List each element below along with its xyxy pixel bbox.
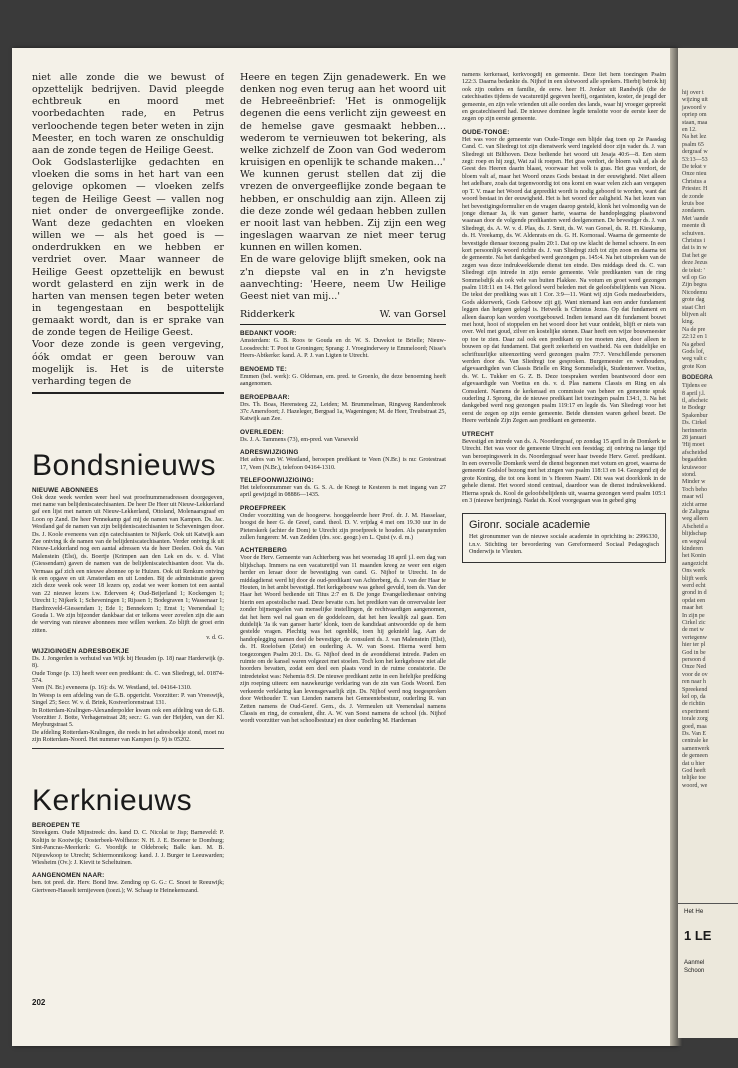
facing-page-line: experiment — [682, 708, 709, 715]
facing-page-line: maar het — [682, 605, 703, 612]
facing-page-line: afscheidsd — [682, 449, 708, 456]
facing-page-line: wil op Go — [682, 275, 706, 281]
facing-page-line: Met 'aande — [682, 215, 709, 222]
news-text: In Weesp is een afdeling van de G.B. opgericht. Voorzitter: P. van Vreeswijk, Singel 25; Secr. W. v. d. Brink, Kostverlorenstraat 131. — [32, 692, 224, 707]
facing-page-line: weg alleen — [682, 516, 708, 523]
subheading: PROEFPREEK — [240, 504, 287, 512]
facing-page-line: 'Hij moet — [682, 442, 705, 449]
facing-page-line: staan, maa — [682, 119, 708, 126]
facing-page-line: dat u hier — [682, 760, 705, 767]
facing-page-line: grote dag — [682, 297, 705, 304]
facing-page-line: Ds. Van E — [682, 731, 707, 737]
divider — [32, 392, 224, 394]
facing-page-line: Dat het ge — [682, 252, 707, 259]
facing-page-line: Nicodemu — [682, 289, 707, 296]
subheading: UTRECHT — [462, 430, 494, 438]
facing-page-line: de met w — [682, 627, 704, 634]
facing-page-line: de richtin — [682, 701, 705, 708]
news-text: Oude Tonge (p. 13) heeft weer een predikant: ds. C. van Sliedregt, tel. 01874-574. — [32, 670, 224, 684]
facing-page-line: kel op, da — [682, 694, 706, 700]
facing-page-ann-line: Aanmel — [684, 960, 705, 966]
facing-page-line: schuiven. — [682, 230, 705, 237]
facing-page-line: 22:12 en 1 — [682, 334, 708, 341]
facing-page — [678, 48, 738, 1038]
facing-page-line: Minder w — [682, 479, 706, 486]
facing-page-line: 53:13—53 — [682, 156, 708, 163]
facing-page-line: goed, maa — [682, 723, 707, 730]
news-text: Ds. J. Jongerden is verhuisd van Wijk bij Heusden (p. 18) naar Harderwijk (p. 8). — [32, 655, 224, 670]
news-text: namens kerkeraad, kerkvoogdij en gemeente. Deze liet hem toezingen Psalm 122:3. Daarna bedankte ds. Nijhof in een slotwoord alle sprekers. Hierbij betrok hij ook zijn ouders en familie, de eerw. heer H. Jonker uit Randwijk (die de catechisaties tijdens de vacaturetijd gegeven heeft), organisten, koster, de jeugd der gemeente, en zijn vele vrienden uit alle oorden des lands, waar hij vroeger gepreekt en gecatechiseerd had. De nieuwe dominee legde tenslotte voor de eerste keer de zegen op zijn eerste gemeente. — [462, 72, 666, 123]
facing-page-line: Christus a — [682, 178, 707, 185]
facing-page-line: samenwerk — [682, 745, 710, 752]
facing-page-line: Na het lez — [682, 134, 707, 141]
news-text: Voor de Herv. Gemeente van Achterberg was het woensdag 18 april j.l. een dag van blijdschap. Immers na een vacaturetijd van 11 maanden kreeg ze weer een eigen herder en leraar door de bevestiging van cand. G. Nijhof te Utrecht. In de middagdienst werd hij door de oud-predikant van Achterberg, ds. J. van der Haar te Houten, in het ambt bevestigd. Het kerkgebouw was geheel gevuld, toen ds. Van der Haar het Woord bediende uit Titus 2:7 en 8. De jonge Evangeliedienaar ontving hierin een apostolische raad. Deze bevatte o.m. het prediken van de onvervalste leer zonder bijmengselen van menselijke instellingen, de rechtvaardigen aangenomen, dat het hem wel nal gaan en de goddelozen, dat het hen kwalijk zal gaan. Een duidelijk 'Ja ik van ganser harte' klonk, toen de kandidaat antwoordde op de hem gestelde vragen. Plechtig was het ogenblik, toen hij geknield lag. Aan de handoplegging namen deel de bevestiger, de consulent ds. J. van Malenstein (Elst), ds. H. Roelofsen (Zeist) en ouderling A. W. van Soest. Hierna werd hem toegezongen Psalm 20:1. Ds. G. Nijhof deed in de avonddienst intrede. Paden en ruimte om de kansel waren volgezet met stoelen. Toch kon het kerkgebouw niet alle hoorders bevatten, zodat een deel een plaats vond in de ruime consistorie. De intredetekst was: Nehemia 8:9. De nieuwe predikant zette in een liefelijke prediking zijn roeping uiteen: een nauwkeurige verklaring van de zin van Gods Woord. Een verkeerde verklaring kan levensgevaarlijk zijn. Ds. Nijhof werd nog toegesproken door Wethouder T. van Lienden namens het Gemeentebestuur, ouderling R. van Zetten namens de Oud-Geref. Gem., ds. J. Vermeulen uit Veenendaal namens Classis en ring, de consulent, dhr. A. W. van Soest namens de school (ds. Nijhof wordt voorzitter van het schoolbestuur) en door ouderling M. Hardeman — [240, 555, 446, 725]
facing-page-line: maar wil — [682, 494, 704, 501]
news-text: Amsterdam: G. B. Roos te Gouda en dr. W. S. Duvekot te Brielle; Nieuw-Loosdrecht: T. Poot te Groningen; Sprang: J. Vroeginderwey te Emmeloord; Nisse's Heers-Abtkerke: kand. A. P. J. van Ligten te Utrecht. — [240, 338, 446, 360]
facing-page-line: Gods lof, — [682, 349, 705, 355]
facing-page-line: kruis boe — [682, 201, 705, 207]
facing-page-line: Ons werk — [682, 568, 706, 575]
facing-page-ann-line: Schoon — [684, 967, 705, 974]
signature: v. d. G. — [206, 635, 224, 642]
news-text: Emmen (bel. werk): G. Oldeman, em. pred. te Groenlo, die deze benoeming heeft aangenomen. — [240, 373, 446, 388]
facing-page-line: Zijn begra — [682, 282, 707, 289]
signature-place: Ridderkerk — [240, 308, 295, 320]
facing-page-line: Spakenbur — [682, 412, 708, 419]
facing-page-line: torale zorg — [682, 716, 708, 723]
article-paragraph: En de ware gelovige blijft smeken, ook na z'n diepste val en in z'n hevigste aanvechting: 'Heere, neem Uw Heilige Geest niet van mij...' — [240, 254, 446, 302]
facing-page-line: king. — [682, 319, 695, 326]
facing-page-line: Priester. H — [682, 186, 708, 193]
facing-page-line: Christus i — [682, 238, 706, 244]
subheading: NIEUWE ABONNEES — [32, 486, 99, 494]
facing-page-line: grote Kon — [682, 363, 707, 370]
facing-page-line: het Konin — [682, 553, 706, 560]
subheading: BEDANKT VOOR: — [240, 330, 297, 338]
facing-page-line: te Bodegr — [682, 405, 706, 412]
facing-page-line: de zonde — [682, 193, 704, 200]
article-paragraph: We kunnen gerust stellen dat zij die vrezen de onvergeeflijke zonde begaan te hebben, er onschuldig aan zijn. Alleen zij die deze zonde wél gedaan hebben zullen er nooit last van hebben. Zij zijn een weg ingeslagen waarvan ze niet meer terug kunnen en willen komen. — [240, 169, 446, 254]
facing-page-line: staat Chri — [682, 304, 706, 311]
subheading: BEROEPEN TE — [32, 822, 81, 830]
facing-page-line: stond. — [682, 472, 697, 478]
spacer — [32, 751, 224, 781]
notice-text: Het gironummer van de nieuwe sociale academie in oprichting is: 2996330, t.n.v. Stichting ter bevordering van Gereformeerd Sociaal Pedagogisch Onderwijs te Vleuten. — [469, 534, 659, 556]
facing-page-line: wijzing uit — [682, 97, 708, 104]
subheading: TELEFOONWIJZIGING: — [240, 476, 314, 484]
magazine-page — [12, 48, 676, 1046]
facing-page-line: Onze nieu — [682, 171, 707, 178]
subheading: WIJZIGINGEN ADRESBOEKJE — [32, 647, 130, 655]
column-1 — [32, 72, 224, 895]
facing-page-line: Tijdens ee — [682, 383, 707, 390]
facing-page-line: zicht arme — [682, 501, 708, 508]
facing-page-line: woord, we — [682, 782, 708, 789]
facing-page-line: God in be — [682, 649, 706, 656]
facing-page-line: voor de ov — [682, 671, 708, 678]
column-2 — [240, 72, 446, 726]
facing-page-line: De tekst v — [682, 164, 707, 170]
subheading: AANGENOMEN NAAR: — [32, 872, 105, 880]
facing-page-line: 28 januari — [682, 435, 707, 441]
facing-page-line: de tekst: ' — [682, 267, 705, 274]
news-text: Onder voorzitting van de hoogeerw. hooggeleerde heer Prof. dr. J. M. Hasselaar, hoogst de heer G. de Greef, cand. theol. D. V. vrijdag 4 mei om 19.30 uur in de Pieterskerk (achter de Dom) te Utrecht zijn proefpreek te houden. Als paranymfen zullen fungeren: M. van Zedden (drs. soc. geogr.) en L. Quist (v. d. m.) — [240, 512, 446, 541]
facing-page-line: dergraaf w — [682, 149, 708, 156]
facing-page-line: jawoord v — [682, 104, 707, 111]
section-title-bondsnieuws: Bondsnieuws — [32, 448, 216, 482]
facing-page-heading: 1 LE — [684, 928, 712, 943]
facing-page-line: aangezicht — [682, 560, 708, 567]
article-paragraph: Voor deze zonde is geen vergeving, óók omdat er geen berouw van mogelijk is. Het is de uiterste verharding tegen de — [32, 339, 224, 387]
facing-page-line: Na de pre — [682, 326, 706, 333]
column-3 — [462, 72, 666, 563]
facing-page-line: telijke toe — [682, 775, 706, 782]
facing-page-line: blijdschap — [682, 531, 707, 538]
facing-page-line: tl, afscheic — [682, 398, 708, 404]
facing-page-line: Spreekend — [682, 686, 708, 693]
section-title-kerknieuws: Kerknieuws — [32, 784, 193, 818]
news-text: Streekgem. Oude Mijnstreek: drs. kand D. C. Nicolai te Jisp; Barneveld: P. Koltijn te Kootwijk; Oosterbeek-Wolfheze: N. H. J. E. Boomer te Domburg; Sint-Pancras-Meerkerk: G. Voordijk te Oldebroek; Balk: kan. M. B. Nijeuwkoop te Utrecht; Schiermonnikoog: kand. J. J. Burger te Leeuwarden; Wiesheim (Ov.): J. Kievit te Scheltuinen. — [32, 830, 224, 866]
facing-page-line: herinnerin — [682, 427, 707, 434]
facing-page-line: werd echt — [682, 583, 706, 589]
subheading: ADRESWIJZIGING — [240, 449, 299, 457]
facing-page-line: psalm 65 — [682, 141, 704, 148]
subheading: BEROEPBAAR: — [240, 393, 290, 401]
divider — [32, 748, 224, 749]
facing-page-line: Ds. Cirkel — [682, 420, 707, 427]
article-paragraph: Ook Godslasterlijke gedachten en vloeken die soms in het hart van een gelovige opkomen — vloeken zelfs tegen de Heilige Geest — vallen nog niet onder de onvergeeflijke zonde. Want deze gedachten en vloeken willen we — als het goed is — onderdrukken en we hebben er verdriet over. Maar wanneer de Heilige Geest opzettelijk en bewust wordt gelasterd en zijn werk in de harten van mensen tegen beter weten in tegengestaan en bespottelijk gemaakt wordt, dan is er sprake van de zonde tegen de Heilige Geest. — [32, 157, 224, 339]
author-signature — [240, 309, 446, 320]
facing-page-line: kruiswoor — [682, 464, 707, 471]
facing-page-line: hier ter pl — [682, 642, 706, 649]
facing-page-line: Na gebed — [682, 341, 705, 348]
facing-page-line: de gemeen — [682, 753, 708, 760]
facing-page-line: centrale ke — [682, 738, 709, 745]
news-text: ben. tot pred. dir. Herv. Bond Inw. Zending op G. G.: C. Snoei te Reeuwijk; Giertveen-Hasselt ternijeveen (toezi.); W. Schaap te Heinekenszand. — [32, 880, 224, 894]
facing-page-ann — [684, 960, 704, 975]
facing-page-line: 8 april j.l. — [682, 390, 706, 397]
news-text: Drs. Th. Boas, Herensteeg 22, Leiden; M. Brummelman, Ringweg Randenbroek 37c Amersfoort; J. Hazeleger, Bergpad 1a, Wageningen; M. de Heer, Treubstraat 25, Katwijk aan Zee. — [240, 401, 446, 423]
news-text: Ds. J. A. Tammens (73), em-pred. van Varseveld — [240, 436, 359, 443]
facing-page-label: Het He — [684, 908, 704, 915]
facing-page-line: en wegval — [682, 538, 707, 545]
subheading: OVERLEDEN: — [240, 428, 284, 436]
facing-page-line: Afscheid a — [682, 523, 708, 530]
facing-page-line: weg valt c — [682, 356, 707, 363]
notice-box — [462, 513, 666, 562]
notice-title: Gironr. sociale academie — [469, 519, 591, 532]
facing-page-line: meente di — [682, 223, 706, 230]
news-text: Het was voor de gemeente van Oude-Tonge een blijde dag toen op 2e Paasdag Cand. C. van Sliedregt tot zijn dienstwerk werd ingeleid door zijn vader ds. J. van Sliedregt uit Bilthoven. Deze bediende het woord uit Jesaja 40:6—8. Een stem zegt: roep en hij zegt, Wat zal ik roepen. Het gras verdort, de bloem valt af, als de Geest des Heeren daarin blaast, voorwaar het volk is gras. Het gras verdort, de bloem valt af, maar het Woord onzes Gods bestaat in der eeuwigheid. Niet alleen het adelbare, zoals dat tegenwoordig tot ons komt en waar velen zich aan vergapen op T. V. maar het Woord dat gepredikt wordt is nodig geboord te worden, want dat woord bestaat in der eeuwigheid. Het is het woord der zaligheid. Na het lezen van het bevestigingsformulier en de vragen daarop gesteld, klonk het volmondig van de jonge dienaar Ja, ik van ganser harte, waarna de handoplegging plaatsvond waaraan door de volgende predikanten werd deelgenomen. De bevestiger ds. J. van Sliedregt, ds. A. W. v. d. Plas, ds. J. Smit, ds. W. van Gorsel, ds. R. H. Kieskamp, ds. H. Vreekamp, ds. W. Aldenrats en ds. G. H. Kornoraal. Waarna de gemeente de bevestigde dienaar toezong psalm 20:1. Dat op uw klacht de hemel schoere. In een kort persoonlijk woord richtte ds. J. van Sliedregt zich tot zijn zoon en daarna tot de gemeente. Na het dankgebed werd gezongen ps. 145:4. Na het uitspreken van de zegen was deze indrukwekkende dienst ten einde. Des middags deed ds. C. van Sliedregt zijn intrede in zijn eerste gemeente. Vele predikanten van de ring Sommelsdijk als ook vele van buiten Flakkee. Na votum en groet werd gezongen psalm 118:11 en 14. Het gelood werd beleden met de geloofsbelijdenis van Nicea. De tekst der prediking was uit 1 Cor. 3:9—11. Want wij zijn Gods medearbeiders, Gods akkerwerk, Gods Gebouw zijt gij. Want niemand kan een ander fundament leggen dan hetgeen gelegd is. Hetwelk is Christus Jezus. Op dat fundament en alleen daarop kan worden voortgebouwd. Indien iemand aan dit fundament bouwt met hout, hooi of stoppelen en het woord door het vuur ontdekt, blijft er niets van over. Wel met goud, zilver en kostelijke stenen. Daar heeft een wijze bouwmeester op toe te zien. Daar zal ook een predikant op toe moeten zien, door alleen te bouwen op dat fundament. Dat geeft zekerheid en vastheid. Na een duidelijke en schriftuurlijke uiteenzetting werd gezongen psalm 77:7. Verschillende personen werden door ds. Van Sliedregt toe gesproken. Burgemeester en wethouders, afgevaardigden van Classis Brielle en Ring Sommelsdijk, Studentenver. Voetius, ds. W. L. Tukker en G. Z. B. Deze toespraken werden beantwoord door een afgevaardigde van Voetius en ds. v. d. Plas namens Classis en Ring en als Consulent. Namens de kerkeraad en commissie van beheer en gemeente sprak ouderling J. Sprong, die de nieuwe predikant liet toezingen psalm 134:1, 3. Na het dankgebed werd nog gezongen psalm 119:17 en legde ds. Van Sliedregt voor het eerst de zegen op zijn eerste gemeente. Beide diensten waren geheel bezet. De Heere verbinde Zijn Zegen aan predikant en gemeente. — [462, 136, 666, 425]
facing-page-line: vertegenw — [682, 634, 707, 641]
news-text: Veen (N. Br.) eveneens (p. 16): ds. W. Westland, tel. 04164-1310. — [32, 685, 192, 692]
facing-page-line: en 12. — [682, 127, 697, 133]
facing-page-line: dat is in w — [682, 245, 707, 252]
facing-page-line: opriep om — [682, 112, 707, 119]
news-text: In Rotterdam-Kralingen-Alexanderpolder kwam ook een afdeling van de G.B. Voorzitter J. Botte, Verhagenstraat 28; secr.: G. van der Heijden, van der Kl. Meyburgstraat 5. — [32, 707, 224, 729]
article-paragraph: Heere en tegen Zijn genadewerk. En we denken nog even terug aan het woord uit de Hebreeënbrief: 'Het is onmogelijk degenen die eens verlicht zijn geweest en de hemelse gave gesmaakt hebben... wederom te vernieuwen tot bekering, als welke zichzelf de Zoon van God wederom kruisigen en openlijk te schande maken...' — [240, 72, 446, 169]
spacer — [32, 398, 224, 446]
news-text: Het telefoonnummer van ds. G. S. A. de Knegt te Kesteren is met ingang van 27 april gewijzigd in 08886—1435. — [240, 484, 446, 499]
news-text: Het adres van W. Westland, beroepen predikant te Veen (N.Br.) is nu: Grotestraat 17, Veen (N.Br.), telefoon 04164-1310. — [240, 457, 446, 471]
article-paragraph: niet alle zonde die we bewust of opzettelijk bedrijven. David pleegde echtbreuk en moord met voorbedachten rade, en Petrus verloochende tegen beter weten in zijn Meester, en toch waren ze onschuldig aan de zonde tegen de Heilige Geest. — [32, 72, 224, 156]
facing-page-subheading: BODEGRA — [682, 375, 713, 382]
news-text: De afdeling Rotterdam-Kralingen, die reeds in het adresboekje stond, moet nu zijn Rotterdam-Noord. Het nummer van Kampen (p. 9) is 05202. — [32, 729, 224, 744]
news-text: Ook deze week werden weer heel wat proefnummeradressen doorgegeven, met name van belijdeniscatechisanten. De heer De Heer uit Nieuw-Lekkerland gaf een lijst met namen uit Nieuw-Lekkerland, Ottoland, Molenaarsgraaf en Loon op Zand. De heer Pennekamp gaf mij de namen van Kampen. Ds. Jac. Westland gaf de namen van zijn belijdeniscatechisanten te Scheveningen door. Ds. J. Koole eveneens van zijn catechisanten te Nijkerk. Ook uit Katwijk aan Zee ontving ik de namen van de belijdeniscatechisanten. Verder ontving ik uit Nieuw-Lekkerland nog een aantal adressen via de heer Deelen. Ook ds. Van Malenstein (Elst), ds. Boertje (Krimpen aan den Lek en ds. v. d. Vlist (Giessendam) gaven de namen van de belijdeniscatechisanten door. Via ds. Vermaas gaf zich een nieuwe abonnee op te Huizen. Ook uit Renkum ontving ik een opgave en uit Amsterdam en uit Londen. Bij de administratie gaven zich deze week ook weer 18 lezers op, zodat we weer komen tot een aantal van 22 nieuwe lezers i.w. Ederveen 4; Oud-Beijerland 1; Kockengen 1; Utrecht 1; Nijkerk 1; Scheveningen 1; Rijssen 1; Bodegraven 1; Wassenaar 1; Hardinxveld-Giessendam 1; Ede 1; Bennekom 1; Emst 1; Veenendaal 1; Gouda 1. We zijn bijzonder dankbaar dat er telkens weer zovelen zijn die aan de werving van nieuwe abonnees mee willen werken. Zo blijft de groei erin zitten. — [32, 494, 224, 634]
facing-page-line: God heeft — [682, 768, 706, 774]
divider — [240, 324, 446, 326]
facing-page-line: kinderen — [682, 546, 703, 552]
facing-page-line: persoon d — [682, 657, 706, 663]
facing-page-line: de Zaligma — [682, 509, 710, 515]
facing-page-line: hij over t — [682, 90, 704, 96]
facing-page-line: Cirkel zic — [682, 620, 706, 626]
signature-name: W. van Gorsel — [379, 308, 446, 320]
subheading: OUDE-TONGE: — [462, 128, 510, 136]
facing-page-line: zondaren. — [682, 208, 706, 215]
facing-page-line: deze Jezus — [682, 260, 708, 267]
facing-page-line: begaafden — [682, 457, 707, 464]
subheading: ACHTERBERG — [240, 547, 288, 555]
facing-page-line: grond in d — [682, 590, 707, 597]
facing-page-line: opdat een — [682, 597, 706, 604]
news-text: Bevestigd en intrede van ds. A. Noordergraaf, op zondag 15 april in de Domkerk te Utrecht. Het was voor de gemeente Utrecht een feestdag; zij ontving na lange tijd van beroepingswerk in ds. Noordergraaf weer haar tweede Herv. Geref. predikant. In een overvolle Domkerk werd de dienst begonnen met votum en groet, waarna de gemeente Godslof bezong met het zingen van psalm 118:13 en 14. Gezegend zij de grote Koning, die tot ons komt in 's Heeren Naam'. Dit was wat doorklonk in de gehele dienst. Het woord stond centraal, daardoor was de dienst indrukwekkend. Hierna sprak ds. Kool de geloofsbelijdenis uit, waarna gezongen werd psalm 105:1 en 3 (nieuwe berijming). Nadat ds. Kool voorgegaan was in gebed ging — [462, 438, 666, 504]
facing-page-line: In zijn pe — [682, 612, 705, 619]
facing-page-box — [678, 903, 738, 994]
page-number: 202 — [32, 998, 46, 1007]
subheading: BENOEMD TE: — [240, 365, 287, 373]
facing-page-line: blijven alt — [682, 312, 707, 318]
facing-page-line: blijft werk — [682, 575, 708, 582]
facing-page-line: ren naar h — [682, 679, 706, 686]
facing-page-line: Toch beho — [682, 486, 708, 493]
facing-page-line: Onze Ned — [682, 664, 707, 671]
